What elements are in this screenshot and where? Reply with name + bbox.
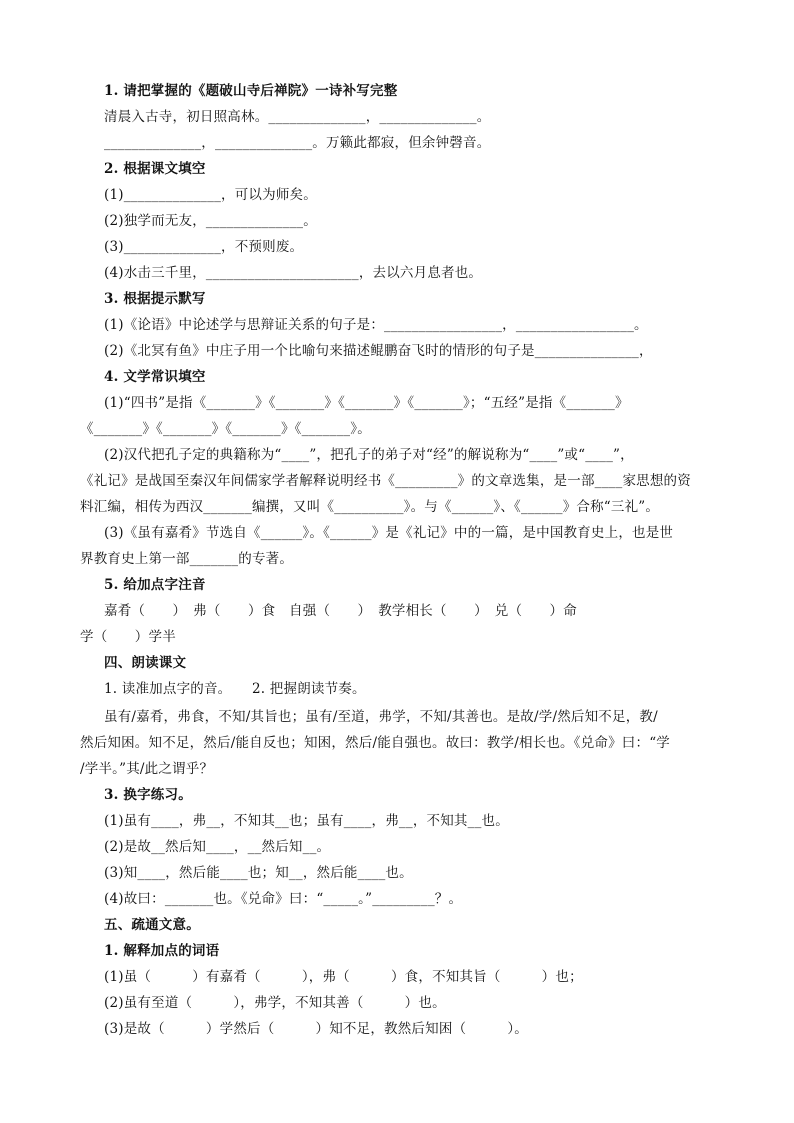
- fill-item-2-4: (4)水击三千里，______________________，去以六月息者也。: [104, 265, 483, 281]
- section-4-heading: 四、朗读课文: [104, 655, 187, 671]
- passage-line-2: 然后知困。知不足，然后/能自反也；知困，然后/能自强也。故曰：教学/相长也。《兑命》曰：“学: [80, 735, 670, 751]
- explain-item-1: (1)虽（ ）有嘉肴（ ），弗（ ）食，不知其旨（ ）也；: [104, 969, 583, 985]
- fill-item-3-2: (2)《北冥有鱼》中庄子用一个比喻句来描述鲲鹏奋飞时的情形的句子是_______________，: [104, 343, 653, 359]
- fill-item-4-2-cont-2: 料汇编，相传为西汉_______编撰，又叫《__________》。与《______》、《______》合称“三礼”。: [80, 499, 660, 515]
- fill-item-3-1: (1)《论语》中论述学与思辩证关系的句子是：_________________，_________________。: [104, 317, 648, 333]
- question-2-heading: 2. 根据课文填空: [104, 161, 206, 177]
- explain-item-3: (3)是故（ ）学然后（ ）知不足，教然后知困（ ）。: [104, 1021, 528, 1037]
- passage-line-3: /学半。”其/此之谓乎？: [80, 761, 214, 777]
- exercise-3-heading: 3. 换字练习。: [104, 787, 192, 803]
- fill-item-4-3-cont: 界教育史上第一部_______的专著。: [80, 551, 294, 567]
- question-1-heading: 1. 请把掌握的《题破山寺后禅院》一诗补写完整: [104, 83, 398, 99]
- section-5-heading: 五、疏通文意。: [104, 917, 200, 933]
- question-5-heading: 5. 给加点字注音: [104, 577, 206, 593]
- question-3-heading: 3. 根据提示默写: [104, 291, 206, 307]
- fill-item-4-1-cont: 《_______》《_______》《_______》《_______》。: [80, 421, 371, 437]
- fill-item-4-3: (3)《虽有嘉肴》节选自《______》。《______》是《礼记》中的一篇，是中国教育史上，也是世: [104, 525, 674, 541]
- fill-item-2-3: (3)______________，不预则废。: [104, 239, 304, 255]
- question-4-heading: 4. 文学常识填空: [104, 369, 206, 385]
- reading-instructions: 1. 读准加点字的音。 2. 把握朗读节奏。: [104, 681, 366, 697]
- swap-item-2: (2)是故__然后知____，__然后知__。: [104, 839, 331, 855]
- explain-words-heading: 1. 解释加点的词语: [104, 943, 220, 959]
- fill-item-4-2-cont-1: 《礼记》是战国至秦汉年间儒家学者解释说明经书《_________》的文章选集，是一部____家思想的资: [80, 473, 691, 489]
- pinyin-row-2: 学（ ）学半: [80, 629, 176, 645]
- swap-item-4: (4)故曰：_______也。《兑命》曰：“_____。”_________？。: [104, 891, 463, 907]
- fill-item-2-2: (2)独学而无友，______________。: [104, 213, 317, 229]
- poem-line-1: 清晨入古寺，初日照高林。______________，______________。: [104, 109, 491, 125]
- fill-item-4-2: (2)汉代把孔子定的典籍称为“____”，把孔子的弟子对“经”的解说称为“____”或“____”，: [104, 447, 634, 463]
- explain-item-2: (2)虽有至道（ ），弗学，不知其善（ ）也。: [104, 995, 446, 1011]
- poem-line-2: ______________，______________。万籁此都寂，但余钟磬音。: [104, 135, 491, 151]
- fill-item-2-1: (1)______________，可以为师矣。: [104, 187, 317, 203]
- passage-line-1: 虽有/嘉肴，弗食，不知/其旨也；虽有/至道，弗学，不知/其善也。是故/学/然后知不足，教/: [104, 709, 658, 725]
- fill-item-4-1: (1)“四书”是指《_______》《_______》《_______》《_______》；“五经”是指《_______》: [104, 395, 629, 411]
- swap-item-1: (1)虽有____，弗__，不知其__也；虽有____，弗__，不知其__也。: [104, 813, 509, 829]
- swap-item-3: (3)知____，然后能____也；知__，然后能____也。: [104, 865, 413, 881]
- pinyin-row-1: 嘉肴（ ） 弗（ ）食 自强（ ） 教学相长（ ） 兑（ ）命: [104, 603, 577, 619]
